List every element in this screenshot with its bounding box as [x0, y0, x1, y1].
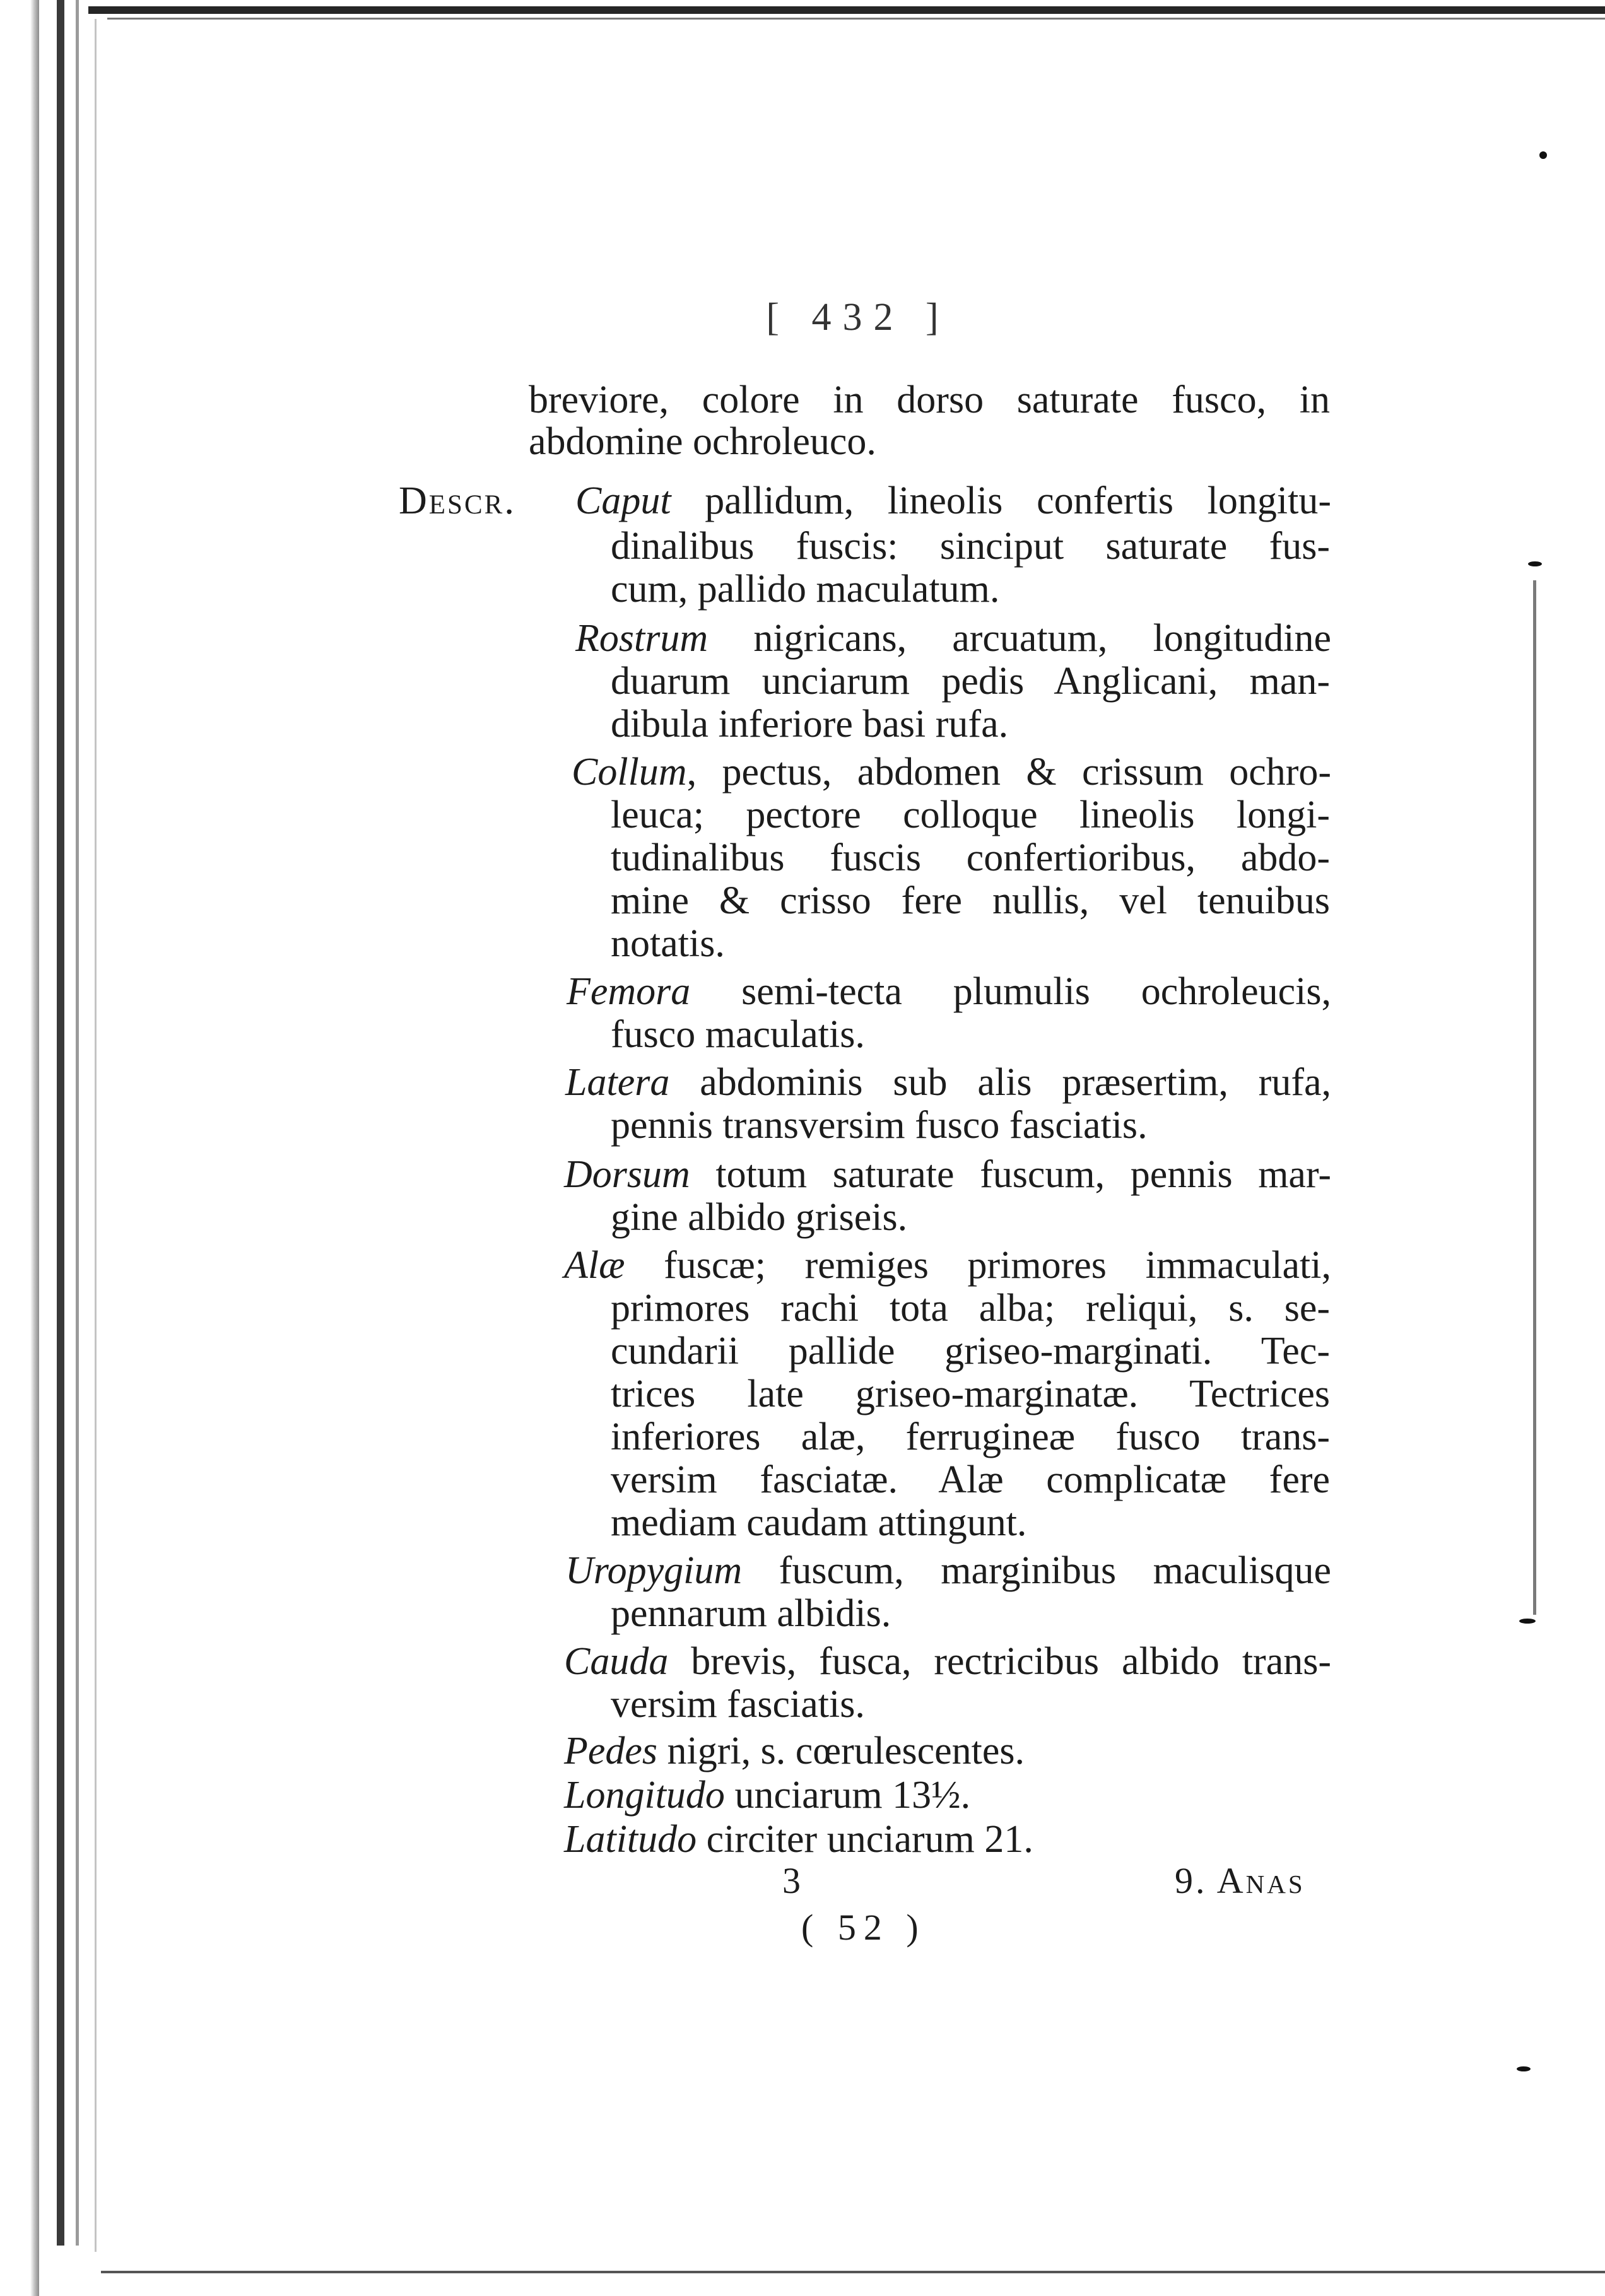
text-line: trices late griseo-marginatæ. Tectrices — [611, 1373, 1330, 1415]
term-latitudo: Latitudo — [564, 1818, 697, 1861]
text-line: fusco maculatis. — [611, 1013, 865, 1056]
text-line: cundarii pallide griseo-marginati. Tec- — [611, 1330, 1330, 1373]
text-line: duarum unciarum pedis Anglicani, man- — [611, 660, 1330, 703]
entry-cauda: Cauda brevis, fusca, rectricibus albido trans- — [564, 1640, 1331, 1683]
text-line: breviore, colore in dorso saturate fusco, in — [529, 378, 1330, 421]
text-line: versim fasciatis. — [611, 1683, 865, 1726]
entry-collum: Collum, pectus, abdomen & crissum ochro- — [572, 751, 1331, 794]
binding-edge — [57, 0, 64, 2246]
text-line: pennis transversim fusco fasciatis. — [611, 1104, 1148, 1147]
entry-caput: Caput pallidum, lineolis confertis longitu- — [575, 479, 1331, 522]
entry-uropygium: Uropygium fuscum, marginibus maculisque — [565, 1549, 1331, 1592]
text-line: abdomine ochroleuco. — [529, 420, 876, 463]
term-caput: Caput — [575, 479, 671, 522]
term-latera: Latera — [565, 1061, 670, 1104]
binding-edge-inner — [76, 0, 79, 2246]
catchword: 9. Anas — [1175, 1860, 1305, 1901]
term-alae: Alæ — [564, 1244, 625, 1287]
ink-speck — [1539, 151, 1547, 159]
text-line: primores rachi tota alba; reliqui, s. se- — [611, 1287, 1330, 1330]
folio-number: ( 52 ) — [801, 1907, 926, 1948]
margin-label: Descr. — [399, 479, 516, 522]
ink-speck — [1517, 2066, 1531, 2071]
page-edge-top-inner — [107, 18, 1605, 20]
text-line: dibula inferiore basi rufa. — [611, 703, 1009, 746]
term-collum: Collum — [572, 751, 687, 794]
term-femora: Femora — [567, 970, 691, 1013]
term-pedes: Pedes — [564, 1730, 658, 1772]
page-number: [ 432 ] — [766, 296, 950, 339]
ink-speck — [1519, 1619, 1536, 1624]
page-edge-bottom — [101, 2271, 1605, 2273]
term-rostrum: Rostrum — [575, 617, 708, 660]
text-line: pennarum albidis. — [611, 1592, 891, 1635]
text-line: tudinalibus fuscis confertioribus, abdo- — [611, 836, 1330, 879]
text-line: cum, pallido maculatum. — [611, 568, 1000, 611]
entry-alae: Alæ fuscæ; remiges primores immaculati, — [564, 1244, 1331, 1287]
term-dorsum: Dorsum — [564, 1153, 690, 1196]
term-cauda: Cauda — [564, 1640, 669, 1683]
ink-speck — [1528, 561, 1542, 566]
page-edge-top — [88, 6, 1605, 14]
entry-longitudo: Longitudo unciarum 13½. — [564, 1774, 971, 1817]
text-line: notatis. — [611, 922, 725, 965]
text-line: versim fasciatæ. Alæ complicatæ fere — [611, 1458, 1330, 1501]
entry-dorsum: Dorsum totum saturate fuscum, pennis mar- — [564, 1153, 1331, 1196]
term-uropygium: Uropygium — [565, 1549, 743, 1592]
text-line: mediam caudam attingunt. — [611, 1501, 1027, 1544]
margin-rule-right — [1533, 580, 1536, 1615]
entry-rostrum: Rostrum nigricans, arcuatum, longitudine — [575, 617, 1331, 660]
text-line: leuca; pectore colloque lineolis longi- — [611, 794, 1330, 836]
entry-latitudo: Latitudo circiter unciarum 21. — [564, 1818, 1033, 1861]
binding-edge-faint — [95, 19, 97, 2252]
binding-shadow — [0, 0, 39, 2296]
entry-latera: Latera abdominis sub alis præsertim, rufa, — [565, 1061, 1331, 1104]
text-line: gine albido griseis. — [611, 1196, 908, 1239]
entry-femora: Femora semi-tecta plumulis ochroleucis, — [567, 970, 1331, 1013]
text-line: inferiores alæ, ferrugineæ fusco trans- — [611, 1415, 1330, 1458]
text-line: mine & crisso fere nullis, vel tenuibus — [611, 879, 1330, 922]
text-line: dinalibus fuscis: sinciput saturate fus- — [611, 525, 1330, 568]
entry-pedes: Pedes nigri, s. cœrulescentes. — [564, 1730, 1025, 1772]
term-longitudo: Longitudo — [564, 1774, 725, 1817]
signature-mark: 3 — [782, 1860, 801, 1901]
